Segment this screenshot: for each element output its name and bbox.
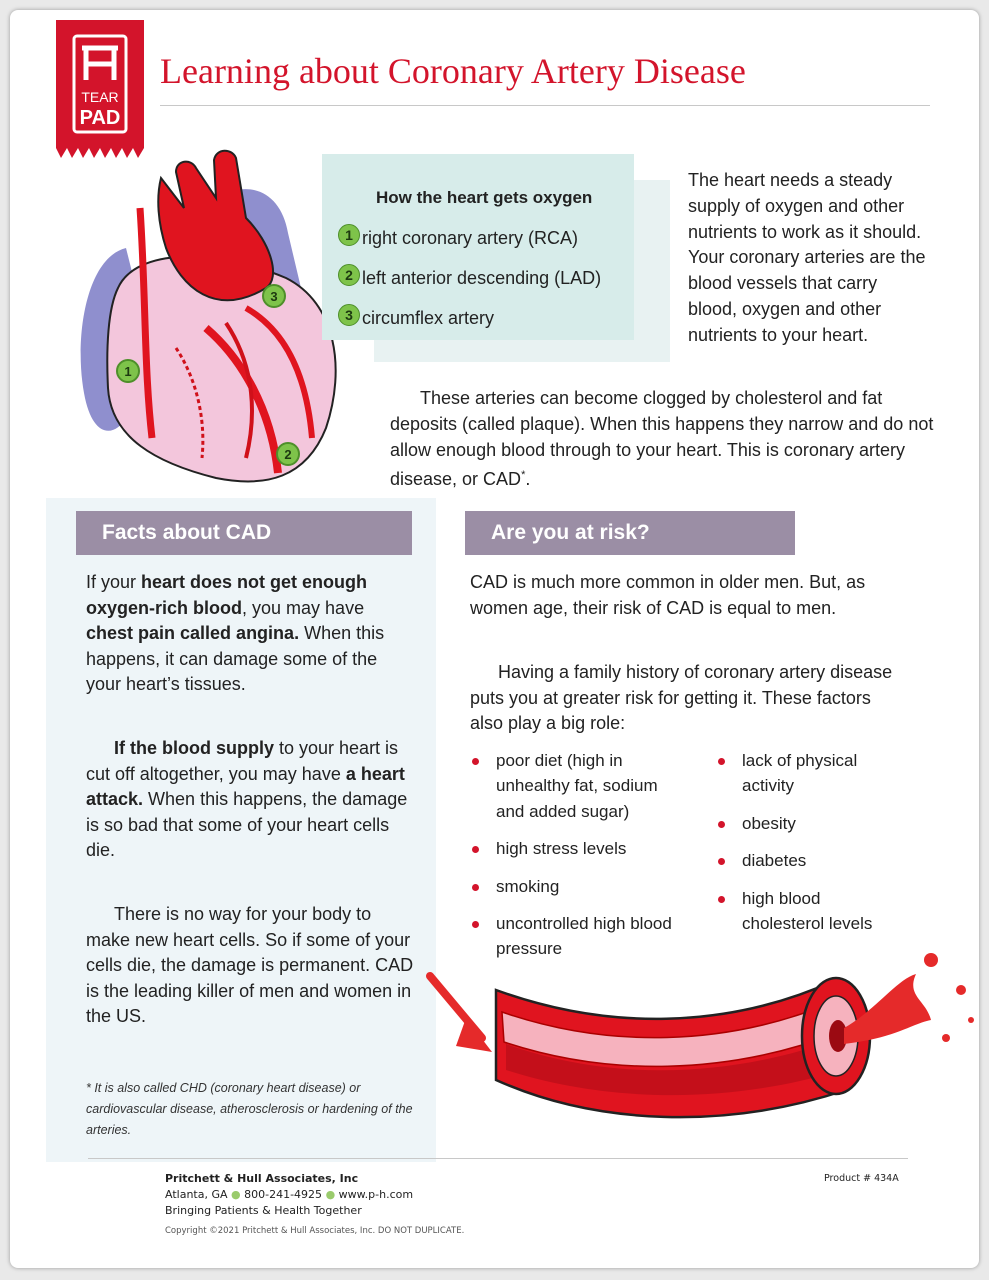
marker-lad-label: 2 [284,447,292,462]
footnote-mark: * [521,469,526,482]
risk-factor-label: obesity [742,813,796,833]
intro-paragraph: The heart needs a steady supply of oxygen and other nutrients to work as it should. Your coronary arteries are the blood vessels that carry blood, oxygen and other nutrients to your heart. [688,170,926,345]
bold-run: a heart attack. [86,763,405,810]
oxygen-item-circumflex [338,308,494,329]
footer-company: Pritchett & Hull Associates, Inc [165,1172,359,1185]
risk-heading: Are you at risk? [465,511,795,555]
bullet-dot [718,858,725,865]
oxygen-item-rca [338,228,578,249]
bold-run: chest pain called angina. [86,623,300,644]
text-run: , you may have [242,597,365,618]
clogged-artery-illustration [426,920,979,1130]
title-divider [160,105,930,106]
risk-factor-item [468,874,678,899]
risk-factor-item [714,748,904,799]
oxygen-item-label: right coronary artery (RCA) [362,228,579,248]
risk-factor-item [714,811,904,836]
text-run: to your heart is cut off altogether, you may have [86,738,399,784]
oxygen-item-label: circumflex artery [362,308,495,328]
bullet-dot [718,758,725,765]
bold-run: If the blood supply [114,738,274,758]
risk-factor-label: poor diet (high in unhealthy fat, sodium and added sugar) [496,751,658,821]
footer-city: Atlanta, GA [165,1188,228,1201]
bullet-dot [718,896,725,903]
risk-factor-label: diabetes [742,851,807,871]
footer-copyright: Copyright ©2021 Pritchett & Hull Associates, Inc. DO NOT DUPLICATE. [165,1226,465,1236]
facts-paragraph-angina [86,570,416,698]
marker-circumflex-label: 3 [270,289,278,304]
footer-contact [165,1188,413,1201]
marker-rca-label: 1 [124,364,132,379]
page-title: Learning about Coronary Artery Disease [160,51,746,91]
risk-paragraph-age: CAD is much more common in older men. But, as women age, their risk of CAD is equal to men. [470,572,866,618]
risk-factor-item [468,748,678,824]
footnote: * It is also called CHD (coronary heart disease) or cardiovascular disease, atherosclerosis or hardening of the arteries. [86,1081,413,1137]
risk-factor-label: lack of physical activity [742,751,858,796]
risk-factor-label: high stress levels [496,839,627,859]
bullet-dot [718,821,725,828]
facts-paragraph-permanent: There is no way for your body to make new heart cells. So if some of your cells die, the damage is permanent. CAD is the leading killer of men and women in the US. [86,904,414,1027]
bullet-dot [472,758,479,765]
bold-run: heart does not get enough oxygen-rich blood [86,572,368,618]
footer-tagline: Bringing Patients & Health Together [165,1204,362,1217]
risk-factor-item [714,848,904,873]
facts-heading: Facts about CAD [76,511,412,555]
risk-factors-right [714,748,904,948]
oxygen-item-lad [338,268,601,289]
text-run: If your [86,572,142,592]
plaque-paragraph: These arteries can become clogged by cholesterol and fat deposits (called plaque). When this happens they narrow and do not allow enough blood through to your heart. This is coronary artery disease, or CAD*. [390,388,934,490]
oxygen-box [322,154,634,340]
bullet-dot [472,846,479,853]
oxygen-box-title: How the heart gets oxygen [376,188,593,207]
number-badge: 3 [338,304,360,326]
risk-factor-label: smoking [496,876,560,896]
footer-website[interactable]: www.p-h.com [338,1188,414,1201]
logo-text-tear: TEAR [81,89,119,105]
risk-factor-item [468,836,678,861]
risk-paragraph-family: Having a family history of coronary artery disease puts you at greater risk for getting it. These factors also play a big role: [470,662,893,734]
number-badge: 2 [338,264,360,286]
footer-divider [88,1158,908,1159]
facts-paragraph-heart-attack [86,736,416,864]
oxygen-item-label: left anterior descending (LAD) [362,268,602,288]
risk-factor-label: uncontrolled high blood pressure [496,914,672,959]
product-number: Product # 434A [824,1173,899,1184]
separator-dot-icon: ● [325,1188,336,1201]
footer-phone: 800-241-4925 [244,1188,323,1201]
plaque-text: These arteries can become clogged by cholesterol and fat deposits (called plaque). When this happens they narrow and do not allow enough blood through to your heart. This is coronary artery disease, or CAD [390,388,934,490]
number-badge: 1 [338,224,360,246]
handout-page [10,10,979,1268]
risk-factor-label: high blood cholesterol levels [742,888,873,934]
logo-text-pad: PAD [79,107,121,129]
separator-dot-icon: ● [231,1188,241,1201]
bullet-dot [472,884,479,891]
text-run: When this happens, it can damage some of the your heart’s tissues. [86,623,385,695]
heart-illustration [66,138,356,490]
text-run: When this happens, the damage is so bad that some of your heart cells die. [86,789,408,861]
